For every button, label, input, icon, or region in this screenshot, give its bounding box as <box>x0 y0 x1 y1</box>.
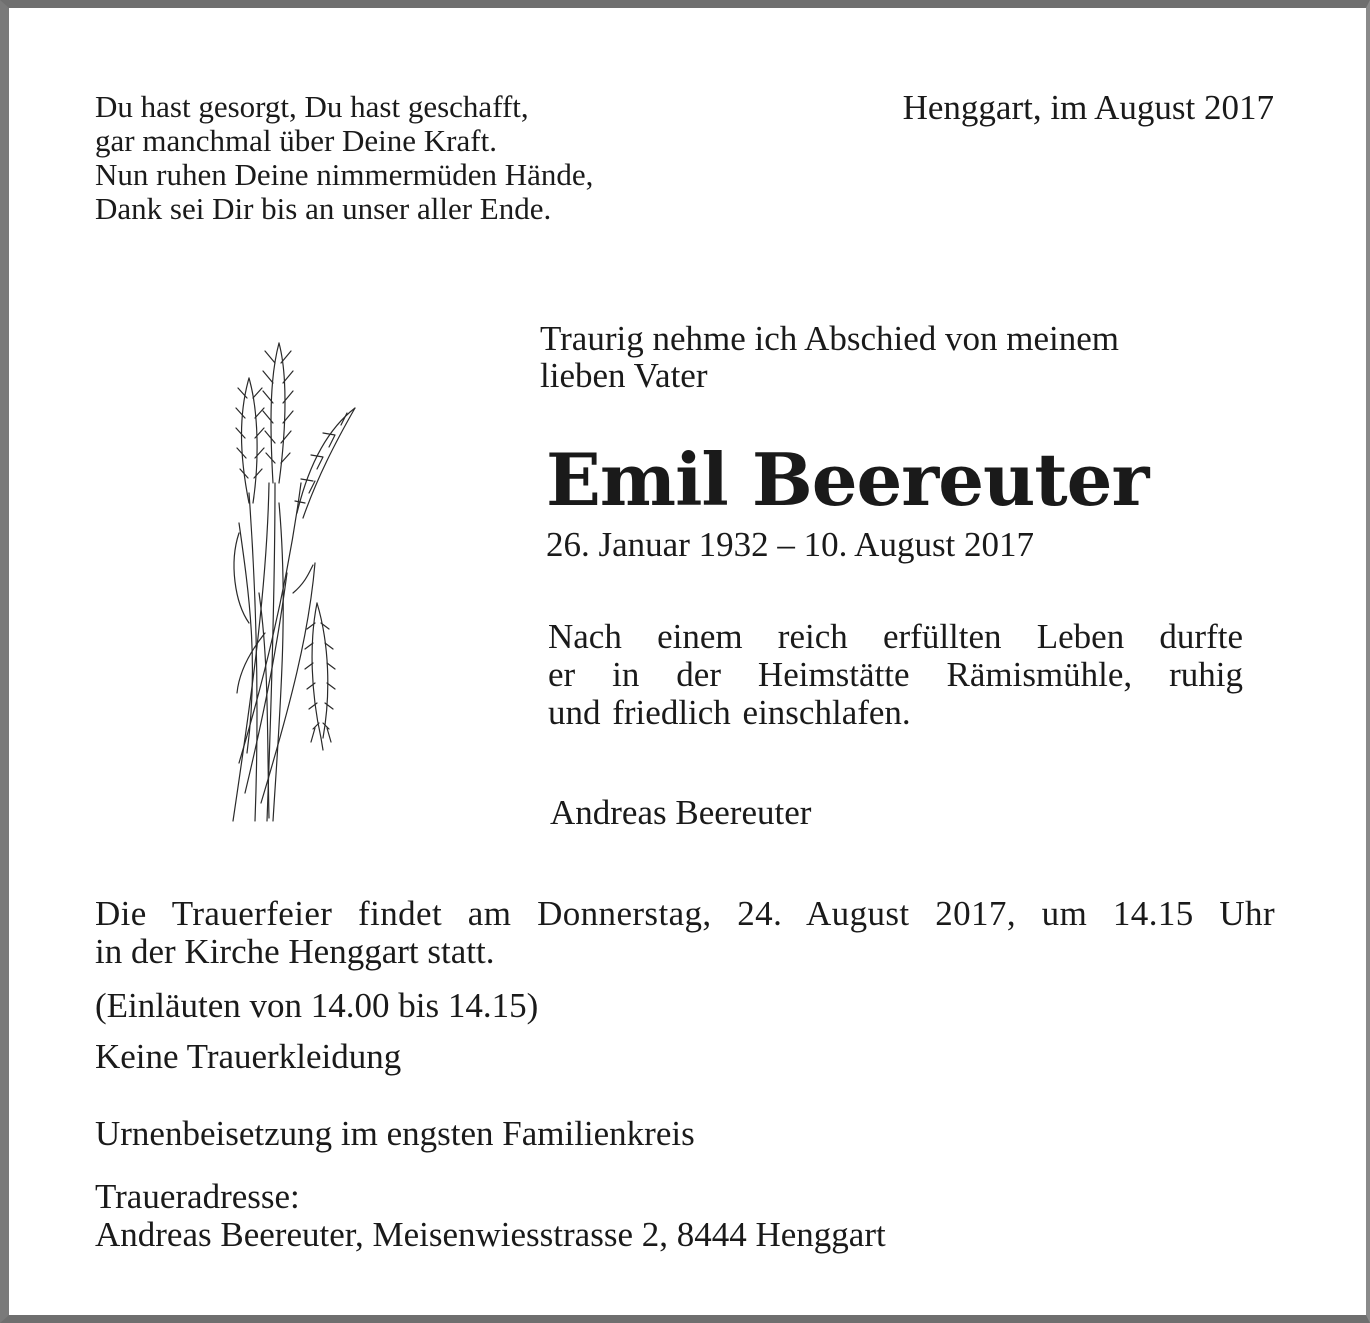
service-line: Die Trauerfeier findet am Donnerstag, 24. August 2017, um 14.15 Uhr <box>95 894 1275 933</box>
attire-note: Keine Trauerkleidung <box>95 1037 402 1076</box>
mourning-address <box>95 1178 886 1254</box>
poem <box>95 90 593 226</box>
farewell-message <box>548 618 1243 732</box>
address-value: Andreas Beereuter, Meisenwiesstrasse 2, 8444 Henggart <box>95 1215 886 1254</box>
poem-line: Nun ruhen Deine nimmermüden Hände, <box>95 157 594 192</box>
bell-ringing-info: (Einläuten von 14.00 bis 14.15) <box>95 986 539 1025</box>
intro-line: lieben Vater <box>540 356 708 395</box>
intro-text <box>540 320 1119 394</box>
place-and-date: Henggart, im August 2017 <box>902 88 1274 127</box>
life-dates: 26. Januar 1932 – 10. August 2017 <box>546 525 1035 564</box>
poem-line: gar manchmal über Deine Kraft. <box>95 123 497 158</box>
message-line: Nach einem reich erfüllten Leben durfte <box>548 617 1243 656</box>
message-line: er in der Heimstätte Rämismühle, ruhig <box>548 655 1243 694</box>
intro-line: Traurig nehme ich Abschied von meinem <box>540 319 1120 358</box>
poem-line: Du hast gesorgt, Du hast geschafft, <box>95 89 529 124</box>
address-label: Traueradresse: <box>95 1177 300 1216</box>
wheat-ears-icon <box>209 333 369 828</box>
poem-line: Dank sei Dir bis an unser aller Ende. <box>95 191 552 226</box>
burial-note: Urnenbeisetzung im engsten Familienkreis <box>95 1114 695 1153</box>
deceased-name: Emil Beereuter <box>546 437 1149 522</box>
signer-name: Andreas Beereuter <box>550 793 812 832</box>
message-line: und friedlich einschlafen. <box>548 693 911 732</box>
service-line: in der Kirche Henggart statt. <box>95 932 495 971</box>
service-info <box>95 895 1275 971</box>
